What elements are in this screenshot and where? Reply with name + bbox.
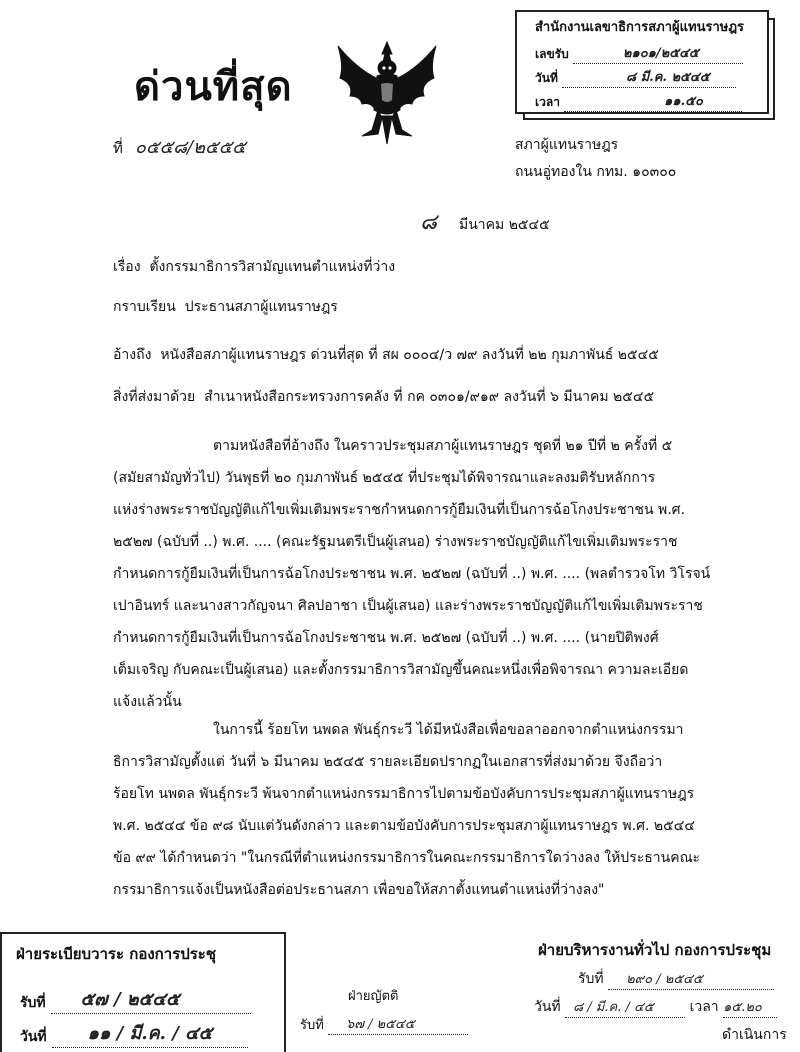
agenda-stamp-date-value: ๑๑ / มี.ค. / ๔๕ bbox=[87, 1023, 213, 1044]
paragraph-line: แจ้งแล้วนั้น bbox=[113, 694, 182, 710]
paragraph-line: เต็มเจริญ กับคณะเป็นผู้เสนอ) และตั้งกรรมาธิการวิสามัญขึ้นคณะหนึ่งเพื่อพิจารณา ความละเอียด bbox=[113, 662, 689, 678]
document-number bbox=[113, 132, 246, 161]
agenda-section-stamp bbox=[0, 932, 286, 1052]
general-admin-stamp-title: ฝ่ายบริหารงานทั่วไป กองการประชุม bbox=[538, 941, 772, 959]
general-admin-date-label: วันที่ bbox=[534, 999, 561, 1015]
salutation-label: กราบเรียน bbox=[113, 299, 176, 315]
sender-address: ถนนอู่ทองใน กทม. ๑๐๓๐๐ bbox=[515, 164, 677, 180]
paragraph-line: กำหนดการกู้ยืมเงินที่เป็นการฉ้อโกงประชาชน พ.ศ. ๒๕๒๗ (ฉบับที่ ..) พ.ศ. .... (พลตำรวจโท วิโรจน์ bbox=[113, 566, 711, 582]
stamp-received-label: เลขรับ bbox=[535, 47, 569, 61]
motion-section-stamp bbox=[296, 985, 476, 1045]
agenda-stamp-received-label: รับที่ bbox=[20, 995, 46, 1011]
body-paragraph-1 bbox=[113, 430, 733, 718]
garuda-emblem-icon bbox=[332, 38, 442, 148]
stamp-office-name: สำนักงานเลขาธิการสภาผู้แทนราษฎร bbox=[535, 20, 745, 35]
stamp-date-label: วันที่ bbox=[535, 71, 558, 85]
document-date bbox=[420, 204, 550, 239]
general-admin-received-row bbox=[578, 968, 774, 990]
paragraph-line: พ.ศ. ๒๕๔๔ ข้อ ๙๘ นับแต่วันดังกล่าว และตามข้อบังคับการประชุมสภาผู้แทนราษฎร พ.ศ. ๒๕๔๔ bbox=[113, 818, 695, 834]
reference-label: อ้างถึง bbox=[113, 347, 152, 363]
paragraph-line: ตามหนังสือที่อ้างถึง ในคราวประชุมสภาผู้แทนราษฎร ชุดที่ ๒๑ ปีที่ ๒ ครั้งที่ ๕ bbox=[213, 438, 673, 454]
stamp-time-row bbox=[535, 90, 742, 112]
subject-label: เรื่อง bbox=[113, 259, 141, 275]
receipt-stamp bbox=[515, 10, 769, 114]
paragraph-line: ธิการวิสามัญตั้งแต่ วันที่ ๖ มีนาคม ๒๕๔๕ รายละเอียดปรากฏในเอกสารที่ส่งมาด้วย จึงถือว่า bbox=[113, 754, 663, 770]
reference-text: หนังสือสภาผู้แทนราษฎร ด่วนที่สุด ที่ สผ ๐๐๐๔/ว ๗๙ ลงวันที่ ๒๒ กุมภาพันธ์ ๒๕๔๕ bbox=[160, 347, 659, 363]
general-admin-received-value: ๒๙๐ / ๒๕๔๕ bbox=[626, 972, 703, 987]
enclosure-text: สำเนาหนังสือกระทรวงการคลัง ที่ กค ๐๓๐๑/๙๑๙ ลงวันที่ ๖ มีนาคม ๒๕๔๕ bbox=[204, 389, 655, 405]
salutation-text: ประธานสภาผู้แทนราษฎร bbox=[184, 299, 338, 315]
agenda-stamp-date-row bbox=[20, 1018, 248, 1048]
paragraph-line: ๒๕๒๗ (ฉบับที่ ..) พ.ศ. .... (คณะรัฐมนตรีเป็นผู้เสนอ) ร่างพระราชบัญญัติแก้ไขเพิ่มเติมพระราช bbox=[113, 534, 678, 550]
general-admin-time-value: ๑๕.๒๐ bbox=[723, 1000, 762, 1015]
document-number-label: ที่ bbox=[113, 139, 123, 157]
document-date-month-year: มีนาคม ๒๕๔๕ bbox=[458, 217, 550, 233]
stamp-date-value: ๘ มี.ค. ๒๕๔๕ bbox=[626, 70, 710, 85]
stamp-time-label: เวลา bbox=[535, 95, 560, 109]
general-admin-stamp bbox=[530, 930, 800, 1046]
agenda-stamp-date-label: วันที่ bbox=[20, 1029, 47, 1045]
salutation-line bbox=[113, 296, 338, 318]
motion-stamp-received-row bbox=[300, 1013, 468, 1035]
stamp-received-value: ๒๑๐๑/๒๕๔๕ bbox=[622, 46, 699, 61]
document-date-day: ๘ bbox=[420, 210, 437, 235]
agenda-stamp-title: ฝ่ายระเบียบวาระ กองการประชุ bbox=[16, 945, 217, 963]
paragraph-line: กรรมาธิการแจ้งเป็นหนังสือต่อประธานสภา เพื่อขอให้สภาตั้งแทนตำแหน่งที่ว่างลง" bbox=[113, 882, 605, 898]
enclosure-label: สิ่งที่ส่งมาด้วย bbox=[113, 389, 196, 405]
paragraph-line: กำหนดการกู้ยืมเงินที่เป็นการฉ้อโกงประชาชน พ.ศ. ๒๕๒๗ (ฉบับที่ ..) พ.ศ. .... (นายปิติพงศ์ bbox=[113, 630, 659, 646]
motion-stamp-received-label: รับที่ bbox=[300, 1018, 324, 1033]
general-admin-date-row bbox=[534, 996, 777, 1018]
paragraph-line: แห่งร่างพระราชบัญญัติแก้ไขเพิ่มเติมพระราชกำหนดการกู้ยืมเงินที่เป็นการฉ้อโกงประชาชน พ.ศ. bbox=[113, 502, 686, 518]
urgent-label: ด่วนที่สุด bbox=[134, 64, 293, 110]
general-admin-footer-label: ดำเนินการ bbox=[722, 1027, 787, 1043]
general-admin-date-value: ๘ / มี.ค. / ๔๕ bbox=[573, 1000, 654, 1015]
paragraph-line: ในการนี้ ร้อยโท นพดล พันธุ์กระวี ได้มีหนังสือเพื่อขอลาออกจากตำแหน่งกรรมา bbox=[213, 722, 684, 738]
motion-stamp-received-value: ๖๗ / ๒๕๔๕ bbox=[345, 1017, 415, 1032]
paragraph-line: ข้อ ๙๙ ได้กำหนดว่า "ในกรณีที่ตำแหน่งกรรมาธิการในคณะกรรมาธิการใดว่างลง ให้ประธานคณะ bbox=[113, 850, 701, 866]
enclosure-line bbox=[113, 386, 654, 408]
subject-line bbox=[113, 256, 395, 278]
stamp-time-value: ๑๑.๕๐ bbox=[664, 94, 703, 109]
agenda-stamp-received-row bbox=[20, 984, 251, 1014]
general-admin-time-label: เวลา bbox=[689, 999, 719, 1015]
stamp-received-row bbox=[535, 42, 743, 64]
paragraph-line: เปาอินทร์ และนางสาวกัญจนา ศิลปอาชา เป็นผู้เสนอ) และร่างพระราชบัญญัติแก้ไขเพิ่มเติมพระราช bbox=[113, 598, 703, 614]
motion-stamp-title: ฝ่ายญัตติ bbox=[348, 989, 399, 1004]
reference-line bbox=[113, 344, 659, 366]
general-admin-received-label: รับที่ bbox=[578, 971, 604, 987]
stamp-date-row bbox=[535, 66, 736, 88]
subject-text: ตั้งกรรมาธิการวิสามัญแทนตำแหน่งที่ว่าง bbox=[149, 259, 396, 275]
paragraph-line: ร้อยโท นพดล พันธุ์กระวี พ้นจากตำแหน่งกรรมาธิการไปตามข้อบังคับการประชุมสภาผู้แทนราษฎร bbox=[113, 786, 695, 802]
body-paragraph-2 bbox=[113, 714, 733, 906]
agenda-stamp-received-value: ๕๗ / ๒๕๔๕ bbox=[80, 989, 180, 1010]
document-number-value: ๐๕๕๘/๒๕๕๕ bbox=[134, 137, 246, 158]
paragraph-line: (สมัยสามัญทั่วไป) วันพุธที่ ๒๐ กุมภาพันธ์ ๒๕๔๕ ที่ประชุมได้พิจารณาและลงมติรับหลักการ bbox=[113, 470, 656, 486]
sender-name: สภาผู้แทนราษฎร bbox=[515, 137, 619, 153]
